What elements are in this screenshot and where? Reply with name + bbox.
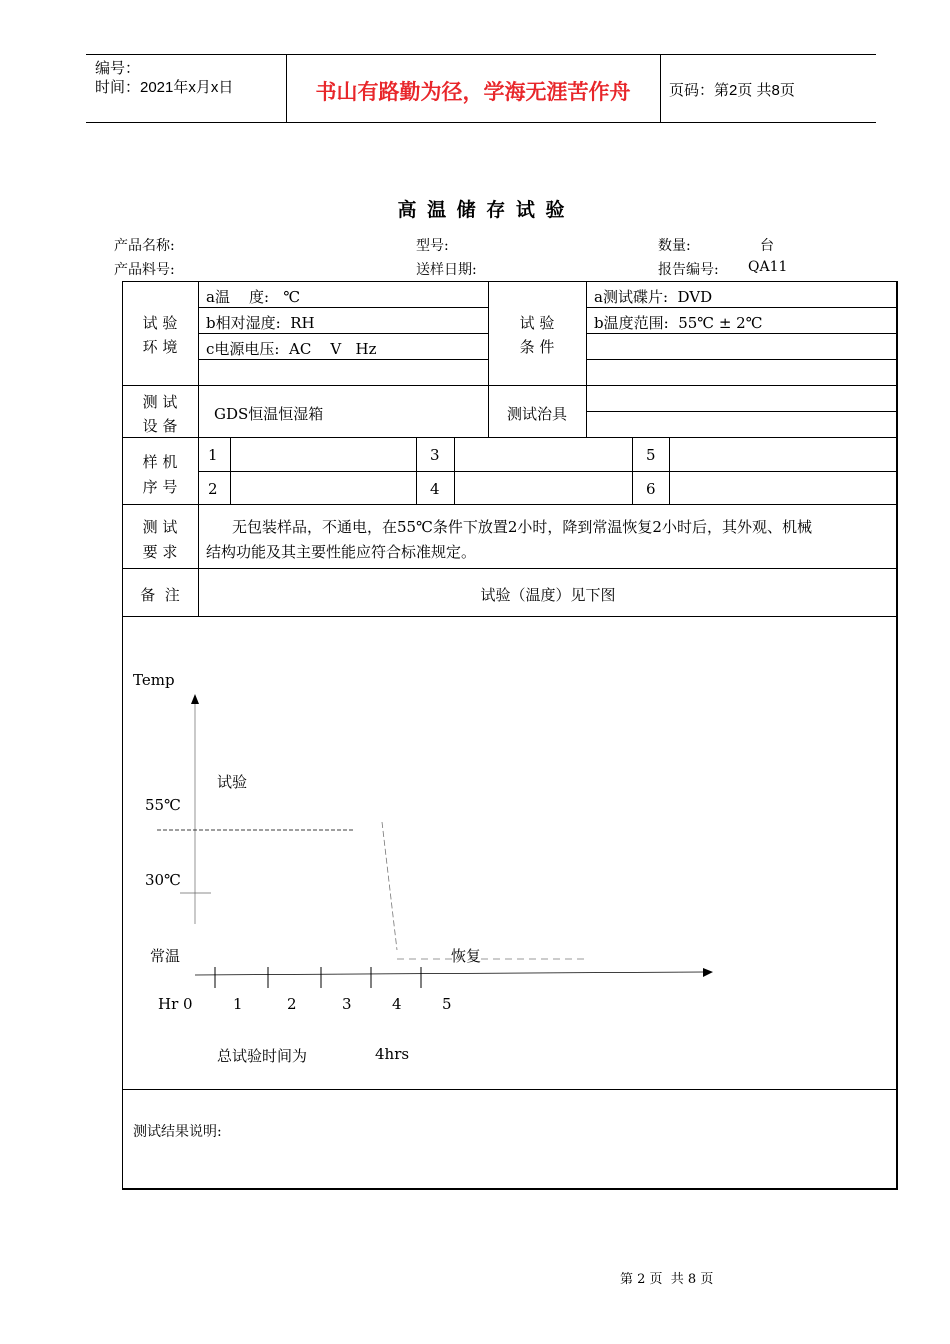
time-axis	[195, 972, 703, 975]
product-name-label: 产品名称:	[114, 238, 175, 254]
temp-30-label: 30℃	[145, 871, 181, 889]
sample-number: 1	[208, 446, 218, 464]
report-no-label: 报告编号:	[658, 262, 719, 278]
temp-axis-arrow	[191, 694, 199, 704]
sample-number: 6	[646, 480, 656, 498]
model-label: 型号:	[416, 238, 449, 254]
hour-tick-label: 0	[183, 995, 193, 1013]
test-phase-label: 试验	[217, 773, 248, 791]
total-time-value: 4hrs	[375, 1045, 410, 1063]
equip-label: 设 备	[142, 417, 178, 435]
samples-label: 样 机	[142, 453, 178, 471]
req-text: 无包装样品，不通电，在55℃条件下放置2小时，降到常温恢复2小时后，其外观、机械	[232, 518, 812, 536]
samples-label: 序 号	[142, 478, 178, 496]
recover-phase-label: 恢复	[451, 947, 482, 965]
product-code-label: 产品料号:	[114, 262, 175, 278]
temp-55-label: 55℃	[145, 796, 181, 814]
cond-label: 试 验	[519, 314, 555, 332]
req-label: 要 求	[142, 543, 178, 561]
env-label: 环 境	[142, 338, 178, 356]
hour-tick-label: 1	[233, 995, 243, 1013]
sample-number: 2	[208, 480, 218, 498]
hour-tick-label: 4	[392, 995, 402, 1013]
req-label: 测 试	[142, 518, 178, 536]
unit-label: 台	[760, 238, 774, 254]
send-date-label: 送样日期:	[416, 262, 477, 278]
env-voltage: c电源电压: AC V Hz	[206, 340, 377, 358]
cond-range: b温度范围: 55℃ ± 2℃	[594, 314, 763, 332]
quantity-label: 数量:	[658, 238, 691, 254]
req-text: 结构功能及其主要性能应符合标准规定。	[206, 543, 477, 561]
motto: 书山有路勤为径，学海无涯苦作舟	[315, 80, 631, 104]
page-title: 高 温 储 存 试 验	[397, 199, 567, 221]
time-axis-arrow	[703, 968, 713, 977]
sample-number: 4	[430, 480, 440, 498]
hour-tick-label: 2	[287, 995, 297, 1013]
env-humidity: b相对湿度: RH	[206, 314, 315, 332]
number-label: 编号：	[95, 60, 141, 77]
note-label: 备 注	[140, 586, 180, 604]
total-time-label: 总试验时间为	[217, 1047, 308, 1065]
note-value: 试验（温度）见下图	[480, 586, 616, 604]
cooling-line	[382, 822, 397, 950]
fixture-label: 测试治具	[506, 405, 567, 423]
page-info: 页码：第2页 共8页	[669, 82, 795, 99]
sample-number: 5	[646, 446, 656, 464]
cond-disc: a测试碟片: DVD	[594, 288, 713, 306]
hour-axis-label: Hr	[158, 995, 179, 1013]
hour-tick-label: 5	[442, 995, 452, 1013]
time-label: 时间：2021年x月x日	[95, 79, 234, 96]
room-temp-label: 常温	[150, 947, 181, 965]
equip-value: GDS恒温恒湿箱	[214, 405, 324, 423]
env-label: 试 验	[142, 314, 178, 332]
cond-label: 条 件	[519, 338, 555, 356]
temp-axis-label: Temp	[133, 671, 175, 689]
sample-number: 3	[430, 446, 440, 464]
hour-tick-label: 3	[342, 995, 352, 1013]
result-label: 测试结果说明:	[133, 1124, 222, 1140]
env-temp: a温 度: ℃	[206, 288, 301, 306]
report-no: QA11	[748, 259, 788, 275]
equip-label: 测 试	[142, 393, 178, 411]
page-footer: 第 2 页 共 8 页	[620, 1272, 714, 1287]
